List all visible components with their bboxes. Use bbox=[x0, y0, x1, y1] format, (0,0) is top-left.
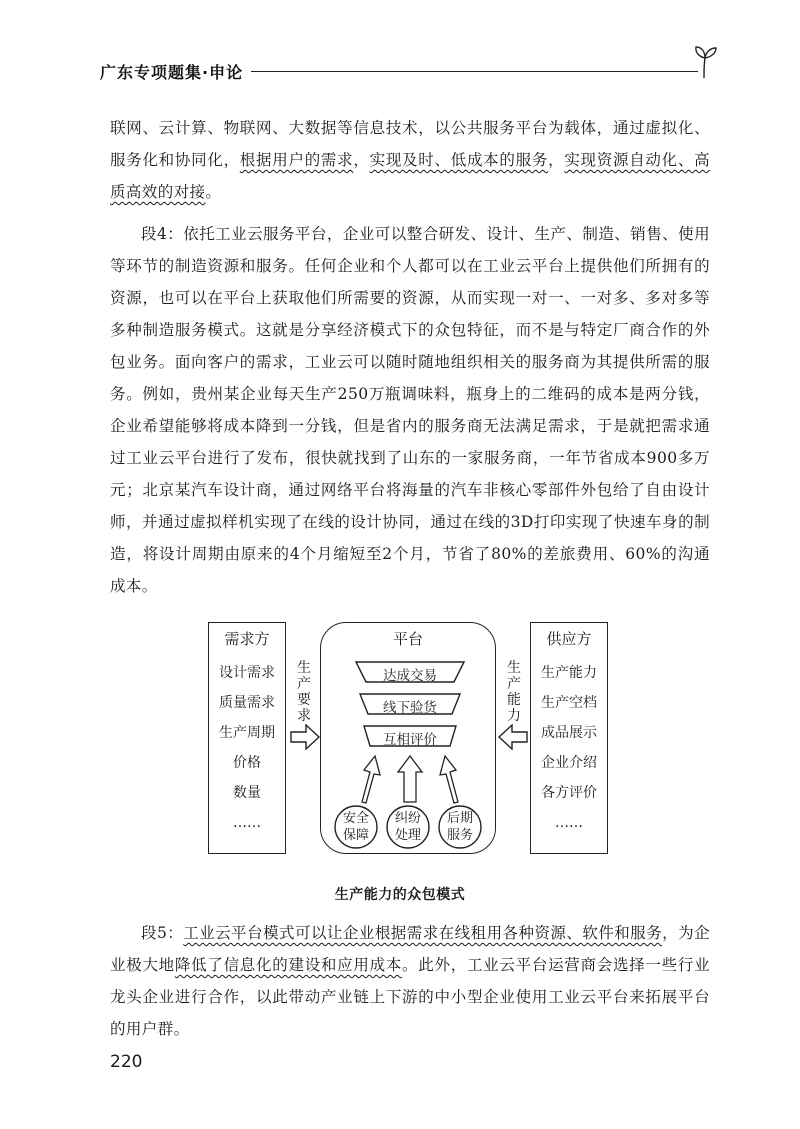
step-mutual-review: 互相评价 bbox=[383, 732, 437, 748]
demand-arrow-label bbox=[296, 660, 312, 724]
header-title: 广东专项题集·申论 bbox=[100, 60, 251, 83]
demand-item: 设计需求 bbox=[219, 665, 275, 681]
crowdsourcing-diagram bbox=[200, 620, 600, 870]
circle-dispute bbox=[388, 810, 428, 844]
text-run: 联网、云计算、物联网、大数据等信息技术，以公共服务平台为载体，通过虚拟化、服务化和协同化， bbox=[110, 119, 710, 169]
text-run: 。 bbox=[205, 183, 222, 201]
text-run: ， bbox=[548, 151, 565, 169]
label-char: 求 bbox=[297, 708, 311, 724]
label-char: 生 bbox=[507, 660, 521, 676]
circle-line: 纠纷 bbox=[394, 811, 421, 826]
supply-item: 成品展示 bbox=[541, 725, 597, 741]
figure-caption: 生产能力的众包模式 bbox=[334, 887, 466, 903]
supply-item: 企业介绍 bbox=[541, 755, 597, 771]
label-char: 能 bbox=[507, 692, 521, 708]
underlined-phrase: 实现及时、低成本的服务 bbox=[369, 151, 549, 169]
label-char: 产 bbox=[297, 676, 311, 692]
supply-item: 生产能力 bbox=[541, 665, 597, 681]
supply-list bbox=[530, 658, 608, 838]
paragraph-section-5 bbox=[110, 917, 710, 1045]
circle-line: 服务 bbox=[446, 828, 473, 843]
supply-item: 各方评价 bbox=[541, 785, 597, 801]
underlined-phrase: 降低了信息化的建设和应用成本 bbox=[174, 956, 403, 974]
circle-line: 后期 bbox=[446, 811, 473, 826]
platform-title: 平台 bbox=[392, 630, 423, 648]
label-char: 要 bbox=[297, 692, 311, 708]
running-header bbox=[100, 60, 720, 90]
paragraph-section-4: 段4：依托工业云服务平台，企业可以整合研发、设计、生产、制造、销售、使用等环节的制造资源和服务。任何企业和个人都可以在工业云平台上提供他们所拥有的资源，也可以在平台上获取他们所需要的资源，从而实现一对一、一对多、多对多等多种制造服务模式。这就是分享经济模式下的众包特征，而不是与特定厂商合作的外包业务。面向客户的需求，工业云可以随时随地组织相关的服务商为其提供所需的服务。例如，贵州某企业每天生产250万瓶调味料，瓶身上的二维码的成本是两分钱，企业希望能够将成本降到一分钱，但是省内的服务商无法满足需求，于是就把需求通过工业云平台进行了发布，很快就找到了山东的一家服务商，一年节省成本900多万元；北京某汽车设计商，通过网络平台将海量的汽车非核心零部件外包给了自由设计师，并通过虚拟样机实现了在线的设计协同，通过在线的3D打印实现了快速车身的制造，将设计周期由原来的4个月缩短至2个月，节省了80%的差旅费用、60%的沟通成本。 bbox=[110, 225, 710, 595]
sprout-icon bbox=[692, 44, 720, 78]
label-char: 生 bbox=[297, 660, 311, 676]
demand-item: 数量 bbox=[233, 785, 261, 801]
step-offline-inspection: 线下验货 bbox=[383, 700, 437, 716]
text-run: 段5： bbox=[141, 924, 184, 942]
paragraph-continuation bbox=[110, 112, 710, 208]
supply-item: …… bbox=[555, 815, 583, 831]
demand-item: 生产周期 bbox=[219, 725, 275, 741]
text-run: ， bbox=[353, 151, 370, 169]
up-arrows bbox=[340, 754, 480, 804]
circle-safety bbox=[336, 810, 376, 844]
supply-title: 供应方 bbox=[546, 630, 592, 648]
supply-item: 生产空档 bbox=[541, 695, 597, 711]
circle-line: 保障 bbox=[342, 828, 369, 843]
underlined-phrase: 实现资源自动化、高质高效的对接 bbox=[110, 151, 711, 201]
demand-list bbox=[208, 658, 286, 838]
label-char: 产 bbox=[507, 676, 521, 692]
supply-arrow-label bbox=[506, 660, 522, 724]
underlined-phrase: 根据用户的需求 bbox=[239, 151, 354, 169]
demand-item: 价格 bbox=[233, 755, 261, 771]
left-arrow-icon bbox=[498, 724, 528, 750]
circle-aftercare bbox=[440, 810, 480, 844]
demand-title: 需求方 bbox=[224, 630, 270, 648]
circle-line: 处理 bbox=[394, 828, 421, 843]
text-run: 。此外，工业云平台运营商会选择一些行业龙头企业进行合作，以此带动产业链上下游的中小型企业使用工业云平台来拓展平台的用户群。 bbox=[110, 956, 710, 1038]
demand-item: …… bbox=[233, 815, 261, 831]
right-arrow-icon bbox=[290, 724, 320, 750]
circle-line: 安全 bbox=[342, 811, 369, 826]
underlined-phrase: 工业云平台模式可以让企业根据需求在线租用各种资源、软件和服务 bbox=[183, 924, 663, 942]
text-run: ，为企业极大地 bbox=[110, 924, 710, 974]
page-number: 220 bbox=[110, 1052, 143, 1072]
step-reach-deal: 达成交易 bbox=[383, 668, 437, 684]
label-char: 力 bbox=[507, 708, 521, 724]
demand-item: 质量需求 bbox=[219, 695, 275, 711]
